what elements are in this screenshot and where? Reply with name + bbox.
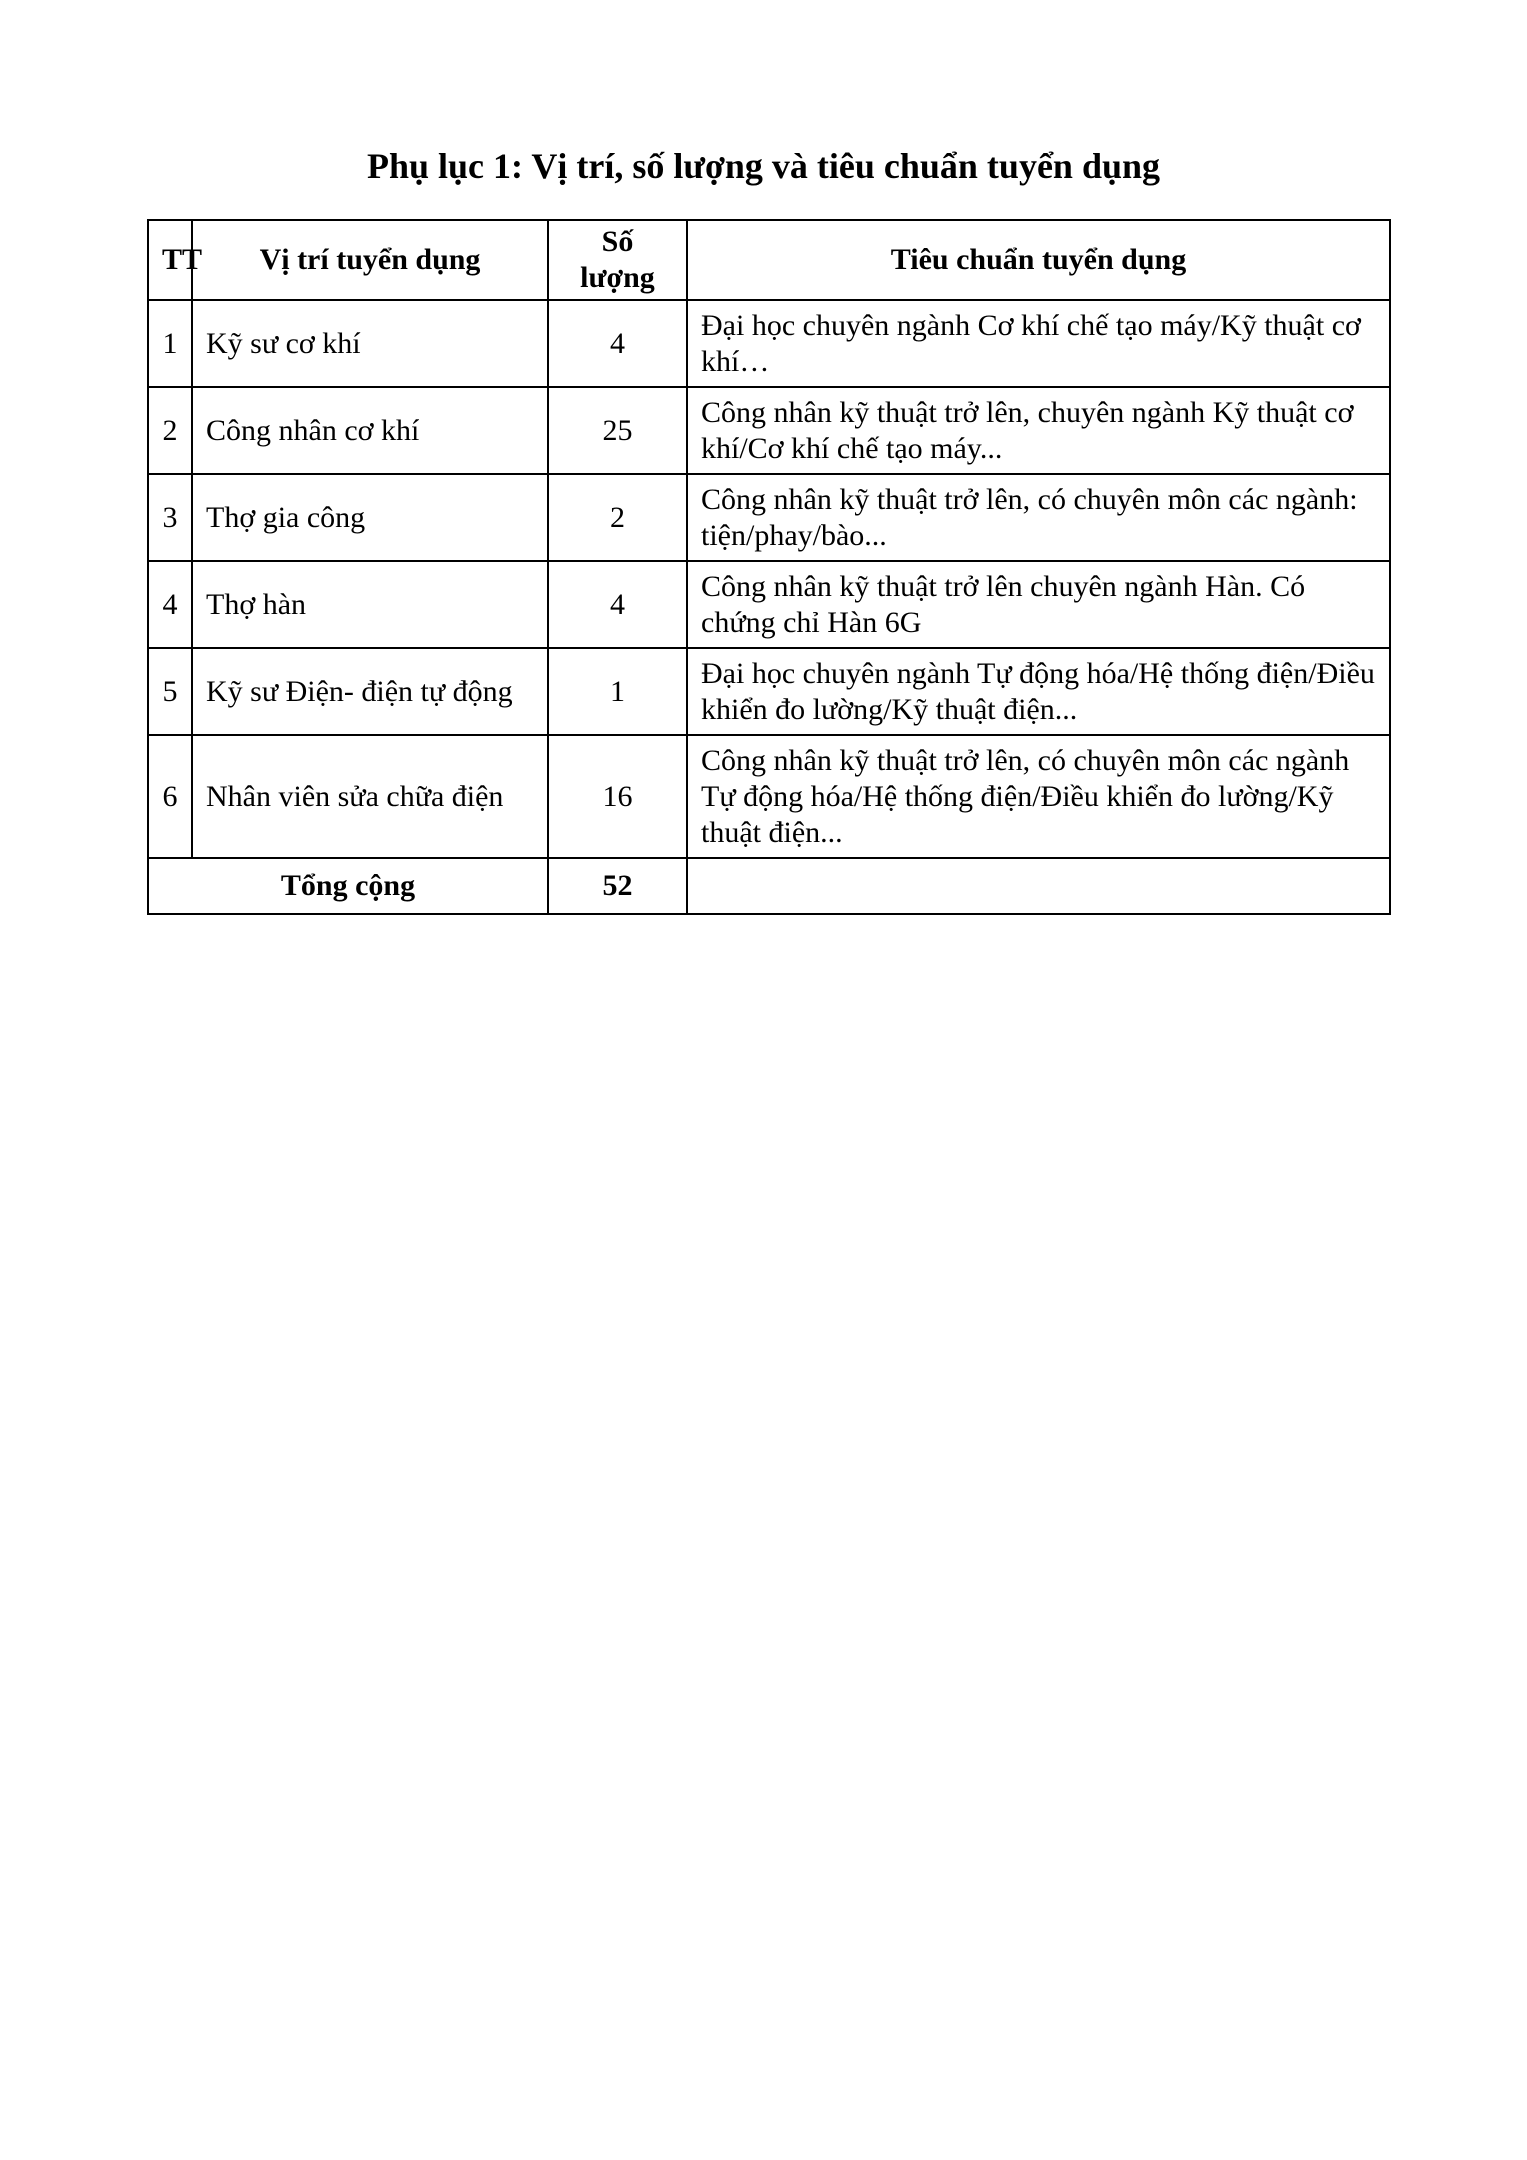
cell-quantity: 1 [548, 648, 687, 735]
cell-position: Kỹ sư cơ khí [192, 300, 548, 387]
cell-position: Thợ gia công [192, 474, 548, 561]
table-row [148, 474, 1390, 561]
total-empty-cell [687, 858, 1390, 914]
cell-requirements: Công nhân kỹ thuật trở lên chuyên ngành Hàn. Có chứng chỉ Hàn 6G [687, 561, 1390, 648]
cell-requirements: Công nhân kỹ thuật trở lên, có chuyên môn các ngành: tiện/phay/bào... [687, 474, 1390, 561]
cell-tt: 2 [148, 387, 192, 474]
recruitment-table [147, 219, 1391, 915]
cell-requirements: Công nhân kỹ thuật trở lên, chuyên ngành Kỹ thuật cơ khí/Cơ khí chế tạo máy... [687, 387, 1390, 474]
header-position: Vị trí tuyển dụng [192, 220, 548, 300]
cell-tt: 4 [148, 561, 192, 648]
cell-quantity: 4 [548, 561, 687, 648]
cell-tt: 1 [148, 300, 192, 387]
cell-position: Nhân viên sửa chữa điện [192, 735, 548, 858]
table-row [148, 735, 1390, 858]
total-quantity: 52 [548, 858, 687, 914]
cell-tt: 6 [148, 735, 192, 858]
cell-position: Kỹ sư Điện- điện tự động [192, 648, 548, 735]
cell-requirements: Công nhân kỹ thuật trở lên, có chuyên môn các ngành Tự động hóa/Hệ thống điện/Điều khiển đo lường/Kỹ thuật điện... [687, 735, 1390, 858]
table-row [148, 387, 1390, 474]
cell-quantity: 2 [548, 474, 687, 561]
header-requirements: Tiêu chuẩn tuyển dụng [687, 220, 1390, 300]
cell-quantity: 25 [548, 387, 687, 474]
header-quantity: Số lượng [548, 220, 687, 300]
table-row [148, 300, 1390, 387]
table-row [148, 561, 1390, 648]
table-row [148, 648, 1390, 735]
table-header-row [148, 220, 1390, 300]
cell-quantity: 4 [548, 300, 687, 387]
total-label: Tổng cộng [148, 858, 548, 914]
cell-requirements: Đại học chuyên ngành Tự động hóa/Hệ thống điện/Điều khiển đo lường/Kỹ thuật điện... [687, 648, 1390, 735]
cell-tt: 3 [148, 474, 192, 561]
page-title: Phụ lục 1: Vị trí, số lượng và tiêu chuẩn tuyển dụng [366, 146, 1161, 186]
cell-position: Công nhân cơ khí [192, 387, 548, 474]
cell-tt: 5 [148, 648, 192, 735]
cell-requirements: Đại học chuyên ngành Cơ khí chế tạo máy/Kỹ thuật cơ khí… [687, 300, 1390, 387]
cell-position: Thợ hàn [192, 561, 548, 648]
cell-quantity: 16 [548, 735, 687, 858]
total-row [148, 858, 1390, 914]
header-tt: TT [148, 220, 192, 300]
